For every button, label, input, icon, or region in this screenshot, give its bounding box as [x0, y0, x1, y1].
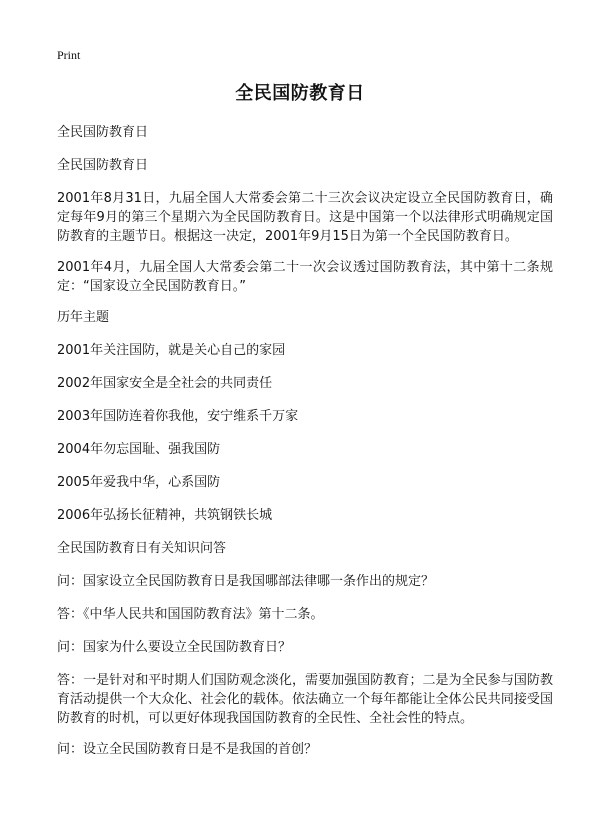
question: 问：国家设立全民国防教育日是我国哪部法律哪一条作出的规定？	[57, 574, 435, 589]
section-heading: 历年主题	[57, 310, 110, 325]
theme-item: 2004年勿忘国耻、强我国防	[57, 442, 221, 457]
question: 问：设立全民国防教育日是不是我国的首创？	[57, 742, 318, 757]
theme-item: 2003年国防连着你我他，安宁维系千万家	[57, 409, 299, 424]
theme-item: 2001年关注国防，就是关心自己的家园	[57, 343, 286, 358]
theme-item: 2002年国家安全是全社会的共同责任	[57, 376, 273, 391]
page-title: 全民国防教育日	[235, 83, 365, 104]
paragraph: 全民国防教育日	[57, 158, 149, 173]
paragraph: 2001年8月31日，九届全国人大常委会第二十三次会议决定设立全民国防教育日，确定每年9月的第三个星期六为全民国防教育日。这是中国第一个以法律形式明确规定国防教育的主题节日。根据这一决定，2001年9月15日为第一个全民国防教育日。	[57, 191, 553, 244]
section-heading: 全民国防教育日有关知识问答	[57, 541, 227, 556]
answer: 答：《中华人民共和国国防教育法》第十二条。	[57, 607, 324, 622]
theme-item: 2005年爱我中华，心系国防	[57, 475, 221, 490]
print-link[interactable]: Print	[57, 48, 81, 62]
document-body	[57, 123, 553, 773]
theme-item: 2006年弘扬长征精神，共筑钢铁长城	[57, 508, 273, 523]
answer: 答：一是针对和平时期人们国防观念淡化，需要加强国防教育；二是为全民参与国防教育活动提供一个大众化、社会化的载体。依法确立一个每年都能让全体公民共同接受国防教育的时机，可以更好体现我国国防教育的全民性、全社会性的特点。	[57, 673, 553, 726]
paragraph: 全民国防教育日	[57, 125, 149, 140]
paragraph: 2001年4月，九届全国人大常委会第二十一次会议透过国防教育法，其中第十二条规定：“国家设立全民国防教育日。”	[57, 260, 553, 294]
question: 问：国家为什么要设立全民国防教育日？	[57, 640, 292, 655]
